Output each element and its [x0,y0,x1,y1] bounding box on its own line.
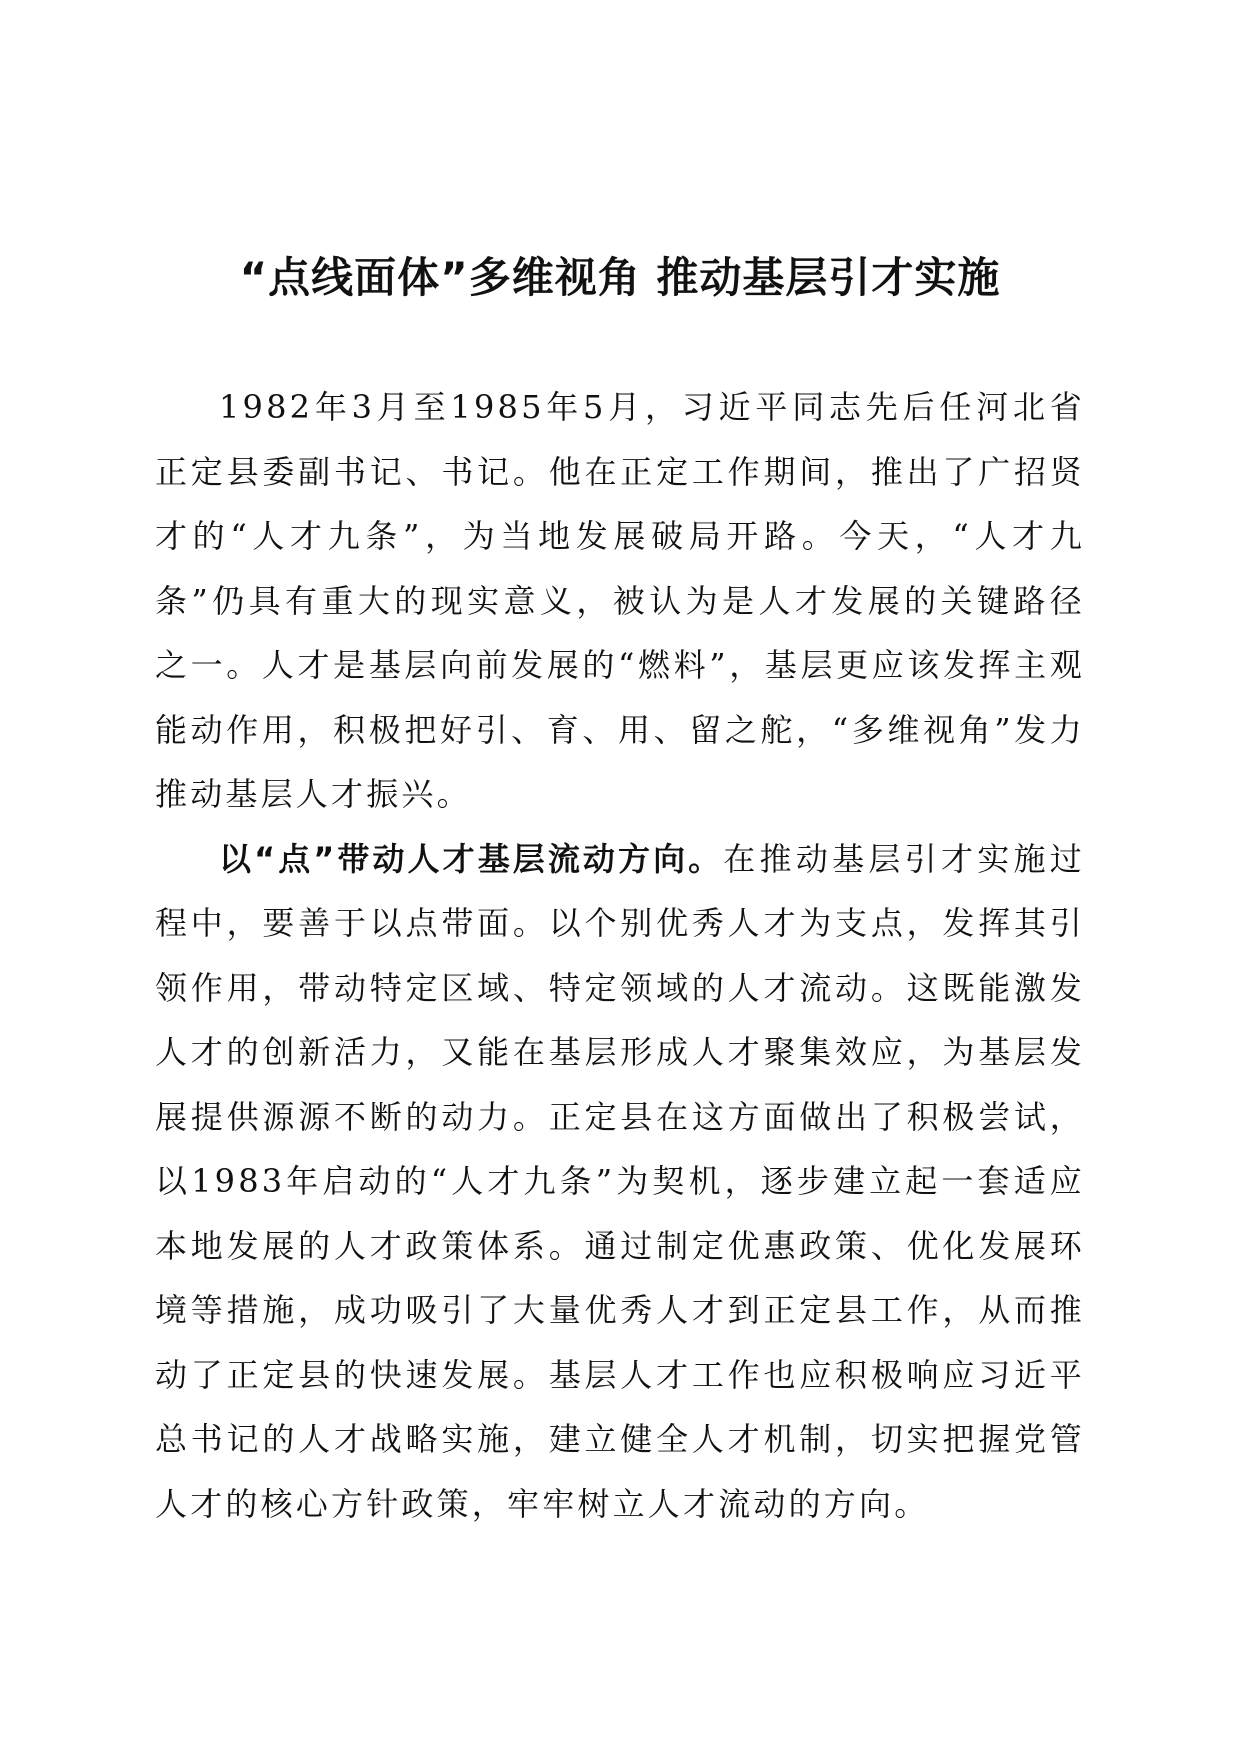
paragraph-intro [155,375,1085,827]
paragraph-point-text: 在推动基层引才实施过程中，要善于以点带面。以个别优秀人才为支点，发挥其引领作用，带动特定区域、特定领域的人才流动。这既能激发人才的创新活力，又能在基层形成人才聚集效应，为基层发展提供源源不断的动力。正定县在这方面做出了积极尝试，以1983年启动的“人才九条”为契机，逐步建立起一套适应本地发展的人才政策体系。通过制定优惠政策、优化发展环境等措施，成功吸引了大量优秀人才到正定县工作，从而推动了正定县的快速发展。基层人才工作也应积极响应习近平总书记的人才战略实施，建立健全人才机制，切实把握党管人才的核心方针政策，牢牢树立人才流动的方向。 [155,839,1085,1523]
paragraph-point [155,827,1085,1537]
paragraph-intro-text: 1982年3月至1985年5月，习近平同志先后任河北省正定县委副书记、书记。他在正定工作期间，推出了广招贤才的“人才九条”，为当地发展破局开路。今天，“人才九条”仍具有重大的现实意义，被认为是人才发展的关键路径之一。人才是基层向前发展的“燃料”，基层更应该发挥主观能动作用，积极把好引、育、用、留之舵，“多维视角”发力推动基层人才振兴。 [155,388,1085,813]
document-body [155,375,1085,1536]
document-title: “点线面体”多维视角 推动基层引才实施 [239,253,1001,302]
paragraph-point-lead: 以“点”带动人才基层流动方向。 [219,839,724,878]
